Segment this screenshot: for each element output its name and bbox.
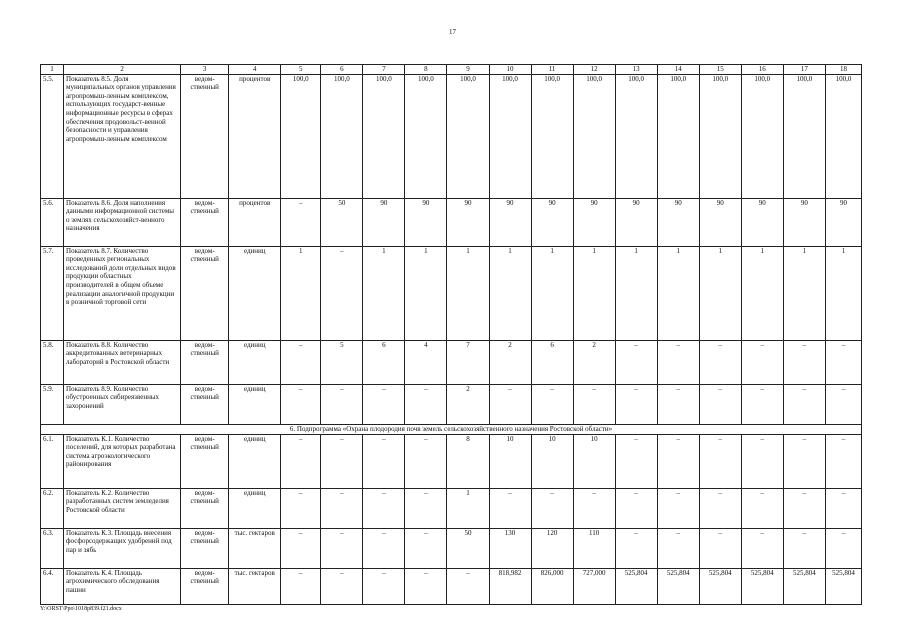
column-number-header: 4 [229, 65, 281, 75]
value-cell: – [783, 434, 825, 488]
value-cell: – [447, 568, 489, 604]
value-cell: – [699, 384, 741, 424]
value-cell: 1 [657, 246, 699, 340]
value-cell: 100,0 [783, 74, 825, 198]
unit-cell: единиц [229, 246, 281, 340]
indicator-type-cell: ведом-ственный [181, 198, 229, 246]
value-cell: 525,804 [657, 568, 699, 604]
value-cell: 1 [573, 246, 615, 340]
value-cell: 100,0 [615, 74, 657, 198]
unit-cell: единиц [229, 434, 281, 488]
value-cell: 100,0 [363, 74, 405, 198]
value-cell: 7 [447, 340, 489, 384]
value-cell: 6 [531, 340, 573, 384]
value-cell: – [783, 384, 825, 424]
value-cell: 1 [615, 246, 657, 340]
value-cell: 90 [657, 198, 699, 246]
indicators-table [40, 64, 862, 605]
value-cell: 4 [405, 340, 447, 384]
value-cell: 1 [699, 246, 741, 340]
value-cell: – [281, 384, 321, 424]
value-cell: – [615, 488, 657, 528]
unit-cell: единиц [229, 488, 281, 528]
value-cell: – [741, 528, 783, 568]
value-cell: 1 [281, 246, 321, 340]
row-number-cell: 6.2. [41, 488, 64, 528]
value-cell: – [699, 434, 741, 488]
row-number-cell: 5.8. [41, 340, 64, 384]
value-cell: – [657, 434, 699, 488]
indicator-type-cell: ведом-ственный [181, 568, 229, 604]
value-cell: – [405, 434, 447, 488]
value-cell: – [825, 384, 861, 424]
column-number-header: 12 [573, 65, 615, 75]
value-cell: – [783, 488, 825, 528]
page-number: 17 [449, 28, 456, 36]
value-cell: – [573, 488, 615, 528]
value-cell: 525,804 [615, 568, 657, 604]
value-cell: 100,0 [741, 74, 783, 198]
value-cell: – [615, 384, 657, 424]
indicator-name-cell: Показатель К.3. Площадь внесения фосфорсодержащих удобрений под пар и зябь [64, 528, 181, 568]
value-cell: 1 [489, 246, 531, 340]
column-number-header: 2 [64, 65, 181, 75]
column-number-header: 14 [657, 65, 699, 75]
value-cell: – [363, 434, 405, 488]
unit-cell: процентов [229, 74, 281, 198]
value-cell: – [741, 488, 783, 528]
value-cell: 10 [489, 434, 531, 488]
column-number-header: 8 [405, 65, 447, 75]
value-cell: – [657, 340, 699, 384]
table-row [41, 434, 862, 488]
value-cell: – [363, 384, 405, 424]
value-cell: – [281, 198, 321, 246]
value-cell: – [405, 528, 447, 568]
value-cell: 110 [573, 528, 615, 568]
table-row [41, 384, 862, 424]
value-cell: – [321, 384, 363, 424]
value-cell: – [657, 488, 699, 528]
value-cell: 90 [447, 198, 489, 246]
unit-cell: тыс. гектаров [229, 528, 281, 568]
value-cell: – [783, 528, 825, 568]
value-cell: – [741, 384, 783, 424]
row-number-cell: 5.9. [41, 384, 64, 424]
column-number-header: 6 [321, 65, 363, 75]
value-cell: 90 [489, 198, 531, 246]
value-cell: 5 [321, 340, 363, 384]
table-row [41, 488, 862, 528]
value-cell: – [825, 488, 861, 528]
value-cell: 100,0 [447, 74, 489, 198]
table-row [41, 340, 862, 384]
row-number-cell: 6.4. [41, 568, 64, 604]
value-cell: 100,0 [281, 74, 321, 198]
value-cell: – [281, 434, 321, 488]
unit-cell: единиц [229, 340, 281, 384]
value-cell: 1 [741, 246, 783, 340]
indicator-name-cell: Показатель 8.5. Доля муниципальных органов управления агропромыш-ленным комплексом, использующих государст-венные информационные ресурсы в сферах обеспечения продовольст-венной безопасности и управления агропромыш-ленным комплексом [64, 74, 181, 198]
value-cell: 1 [363, 246, 405, 340]
row-number-cell: 6.3. [41, 528, 64, 568]
value-cell: 1 [447, 488, 489, 528]
value-cell: – [699, 528, 741, 568]
value-cell: – [825, 434, 861, 488]
indicator-type-cell: ведом-ственный [181, 384, 229, 424]
indicator-name-cell: Показатель 8.7. Количество проведенных региональных исследований доли отдельных видов продукции областных производителей в общем объеме реализации аналогичной продукции в розничной торговой сети [64, 246, 181, 340]
value-cell: 525,804 [699, 568, 741, 604]
value-cell: – [573, 384, 615, 424]
value-cell: – [615, 340, 657, 384]
value-cell: 727,000 [573, 568, 615, 604]
value-cell: 90 [363, 198, 405, 246]
value-cell: – [281, 528, 321, 568]
table-body [41, 65, 862, 605]
value-cell: 90 [825, 198, 861, 246]
unit-cell: процентов [229, 198, 281, 246]
value-cell: 90 [531, 198, 573, 246]
column-number-header: 9 [447, 65, 489, 75]
value-cell: – [405, 384, 447, 424]
column-number-header: 18 [825, 65, 861, 75]
footer-file-path: Y:\ORST\Ppo\1018p839.f21.docx [40, 606, 122, 612]
table-row [41, 74, 862, 198]
value-cell: 1 [783, 246, 825, 340]
value-cell: 525,804 [783, 568, 825, 604]
column-number-header: 5 [281, 65, 321, 75]
value-cell: – [321, 434, 363, 488]
value-cell: – [321, 246, 363, 340]
value-cell: 6 [363, 340, 405, 384]
row-number-cell: 5.7. [41, 246, 64, 340]
value-cell: 826,000 [531, 568, 573, 604]
value-cell: 90 [573, 198, 615, 246]
column-number-header: 17 [783, 65, 825, 75]
value-cell: – [699, 340, 741, 384]
value-cell: – [405, 488, 447, 528]
table-row [41, 528, 862, 568]
value-cell: 90 [783, 198, 825, 246]
value-cell: 100,0 [321, 74, 363, 198]
value-cell: 8 [447, 434, 489, 488]
value-cell: 50 [447, 528, 489, 568]
value-cell: 100,0 [531, 74, 573, 198]
value-cell: – [825, 528, 861, 568]
value-cell: 100,0 [489, 74, 531, 198]
value-cell: 90 [741, 198, 783, 246]
row-number-cell: 5.6. [41, 198, 64, 246]
section-row [41, 424, 862, 434]
indicator-name-cell: Показатель К.1. Количество поселений, для которых разработана система агроэкологического районирования [64, 434, 181, 488]
value-cell: – [531, 488, 573, 528]
column-number-header: 10 [489, 65, 531, 75]
indicator-name-cell: Показатель 8.8. Количество аккредитованных ветеринарных лабораторий в Ростовской области [64, 340, 181, 384]
indicator-name-cell: Показатель 8.9. Количество обустроенных сибиреязвенных захоронений [64, 384, 181, 424]
value-cell: 100,0 [405, 74, 447, 198]
value-cell: 1 [447, 246, 489, 340]
unit-cell: единиц [229, 384, 281, 424]
row-number-cell: 6.1. [41, 434, 64, 488]
value-cell: – [405, 568, 447, 604]
value-cell: – [489, 384, 531, 424]
value-cell: – [699, 488, 741, 528]
indicator-type-cell: ведом-ственный [181, 488, 229, 528]
value-cell: – [321, 568, 363, 604]
value-cell: 525,804 [741, 568, 783, 604]
value-cell: – [783, 340, 825, 384]
table-row [41, 246, 862, 340]
value-cell: 10 [531, 434, 573, 488]
value-cell: 90 [699, 198, 741, 246]
value-cell: 90 [405, 198, 447, 246]
value-cell: – [281, 568, 321, 604]
indicator-type-cell: ведом-ственный [181, 74, 229, 198]
value-cell: – [657, 528, 699, 568]
indicator-type-cell: ведом-ственный [181, 434, 229, 488]
value-cell: 10 [573, 434, 615, 488]
value-cell: 2 [573, 340, 615, 384]
value-cell: – [363, 488, 405, 528]
value-cell: 2 [447, 384, 489, 424]
unit-cell: тыс. гектаров [229, 568, 281, 604]
indicator-type-cell: ведом-ственный [181, 340, 229, 384]
value-cell: 130 [489, 528, 531, 568]
value-cell: 120 [531, 528, 573, 568]
table-row [41, 568, 862, 604]
value-cell: 100,0 [657, 74, 699, 198]
indicator-type-cell: ведом-ственный [181, 528, 229, 568]
value-cell: – [489, 488, 531, 528]
table-row [41, 198, 862, 246]
value-cell: – [657, 384, 699, 424]
value-cell: – [321, 528, 363, 568]
value-cell: – [281, 488, 321, 528]
indicator-type-cell: ведом-ственный [181, 246, 229, 340]
value-cell: 1 [531, 246, 573, 340]
value-cell: 818,982 [489, 568, 531, 604]
column-number-header: 11 [531, 65, 573, 75]
value-cell: 90 [615, 198, 657, 246]
value-cell: 1 [825, 246, 861, 340]
value-cell: 100,0 [699, 74, 741, 198]
value-cell: – [615, 528, 657, 568]
indicator-name-cell: Показатель К.4. Площадь агрохимического обследования пашни [64, 568, 181, 604]
value-cell: 1 [405, 246, 447, 340]
column-number-header-row [41, 65, 862, 75]
value-cell: – [363, 568, 405, 604]
value-cell: – [321, 488, 363, 528]
value-cell: 50 [321, 198, 363, 246]
value-cell: 100,0 [573, 74, 615, 198]
indicator-name-cell: Показатель 8.6. Доля наполнения данными информационной системы о землях сельскохозяйст-венного назначения [64, 198, 181, 246]
value-cell: – [281, 340, 321, 384]
column-number-header: 15 [699, 65, 741, 75]
row-number-cell: 5.5. [41, 74, 64, 198]
subprogram-section-title: 6. Подпрограмма «Охрана плодородия почв земель сельскохозяйственного назначения Ростовской области» [41, 424, 862, 434]
value-cell: 100,0 [825, 74, 861, 198]
value-cell: – [363, 528, 405, 568]
value-cell: 525,804 [825, 568, 861, 604]
column-number-header: 16 [741, 65, 783, 75]
value-cell: – [531, 384, 573, 424]
column-number-header: 7 [363, 65, 405, 75]
value-cell: – [825, 340, 861, 384]
column-number-header: 1 [41, 65, 64, 75]
column-number-header: 13 [615, 65, 657, 75]
column-number-header: 3 [181, 65, 229, 75]
value-cell: – [615, 434, 657, 488]
value-cell: 2 [489, 340, 531, 384]
indicator-name-cell: Показатель К.2. Количество разработанных систем земледелия Ростовской области [64, 488, 181, 528]
value-cell: – [741, 340, 783, 384]
value-cell: – [741, 434, 783, 488]
